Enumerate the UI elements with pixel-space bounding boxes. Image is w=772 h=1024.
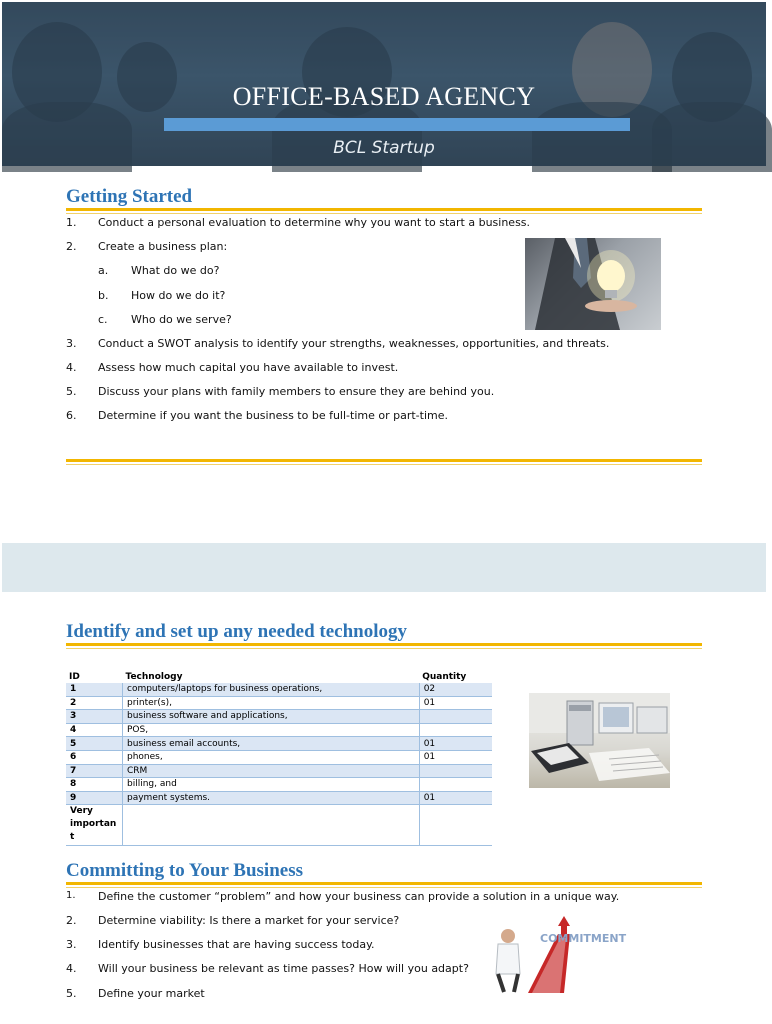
- heading-rule-thin: [66, 213, 702, 214]
- cell-technology: CRM: [123, 764, 420, 778]
- list-item-number: 1.: [66, 216, 77, 229]
- section-heading-technology: Identify and set up any needed technology: [66, 621, 407, 642]
- list-item-number: 5.: [66, 385, 77, 398]
- cell-quantity: [419, 710, 492, 724]
- list-item: Identify businesses that are having success today.: [98, 938, 375, 951]
- sub-item-letter: a.: [98, 264, 109, 277]
- cell-technology: business email accounts,: [123, 737, 420, 751]
- cell-id: 6: [66, 750, 123, 764]
- cell-technology: printer(s),: [123, 696, 420, 710]
- list-item: Assess how much capital you have available to invest.: [98, 361, 399, 374]
- table-row: [66, 750, 492, 764]
- cell-technology: billing, and: [123, 778, 420, 792]
- section-heading-getting-started: Getting Started: [66, 186, 193, 207]
- column-header: Quantity: [422, 671, 467, 682]
- sub-item-letter: c.: [98, 313, 108, 326]
- cell-quantity: 01: [419, 696, 492, 710]
- cell-quantity: [419, 778, 492, 792]
- table-row: [66, 710, 492, 724]
- cell-id-line: Very: [70, 806, 93, 817]
- cell-id: [66, 805, 123, 846]
- list-item-number: 2.: [66, 240, 77, 253]
- cell-quantity: [419, 764, 492, 778]
- cell-id: 4: [66, 723, 123, 737]
- table-row: [66, 737, 492, 751]
- cell-id: 1: [66, 683, 123, 696]
- cell-technology: [123, 805, 420, 846]
- cell-quantity: 01: [419, 750, 492, 764]
- list-item-number: 6.: [66, 409, 77, 422]
- table-row: [66, 723, 492, 737]
- list-item: Will your business be relevant as time passes? How will you adapt?: [98, 962, 469, 975]
- section-rule-thin: [66, 464, 702, 465]
- cell-id: 9: [66, 791, 123, 805]
- cell-id-line: importan: [70, 819, 117, 830]
- cell-quantity: [419, 805, 492, 846]
- table-row: [66, 683, 492, 696]
- cell-technology: payment systems.: [123, 791, 420, 805]
- list-item-number: 3.: [66, 337, 77, 350]
- heading-rule: [66, 643, 702, 646]
- section-rule: [66, 459, 702, 462]
- banner-accent-bar: [164, 118, 630, 131]
- table-header-row: [66, 670, 492, 683]
- list-item-number: 2.: [66, 914, 77, 927]
- table-row: [66, 764, 492, 778]
- list-item-number: 4.: [66, 962, 77, 975]
- sub-item-letter: b.: [98, 289, 109, 302]
- sub-list-item: Who do we serve?: [131, 313, 232, 326]
- cell-id: 7: [66, 764, 123, 778]
- list-item-number: 3.: [66, 938, 77, 951]
- list-item: Determine viability: Is there a market for your service?: [98, 914, 400, 927]
- cell-technology: business software and applications,: [123, 710, 420, 724]
- heading-rule: [66, 882, 702, 885]
- cell-technology: phones,: [123, 750, 420, 764]
- commitment-illustration: [488, 914, 627, 993]
- section-band: [2, 543, 766, 592]
- sub-list-item: What do we do?: [131, 264, 220, 277]
- list-item-number: 1.: [66, 890, 76, 901]
- column-header: ID: [69, 671, 80, 682]
- technology-table: [66, 670, 492, 846]
- list-item: Discuss your plans with family members to ensure they are behind you.: [98, 385, 495, 398]
- list-item: Determine if you want the business to be full-time or part-time.: [98, 409, 448, 422]
- cell-quantity: [419, 723, 492, 737]
- list-item: Define your market: [98, 987, 205, 1000]
- cell-quantity: 02: [419, 683, 492, 696]
- cell-id: 2: [66, 696, 123, 710]
- heading-rule-thin: [66, 648, 702, 649]
- list-item: Define the customer “problem” and how your business can provide a solution in a unique way.: [98, 890, 620, 903]
- heading-rule: [66, 208, 702, 211]
- cell-technology: POS,: [123, 723, 420, 737]
- cell-quantity: 01: [419, 791, 492, 805]
- lightbulb-photo: [525, 238, 661, 330]
- list-item: Conduct a personal evaluation to determine why you want to start a business.: [98, 216, 531, 229]
- table-row: [66, 778, 492, 792]
- list-item: Conduct a SWOT analysis to identify your strengths, weaknesses, opportunities, and threats.: [98, 337, 610, 350]
- header-banner: [2, 2, 766, 166]
- cell-technology: computers/laptops for business operations,: [123, 683, 420, 696]
- cell-quantity: 01: [419, 737, 492, 751]
- table-row: [66, 791, 492, 805]
- heading-rule-thin: [66, 887, 702, 888]
- banner-subtitle: BCL Startup: [333, 138, 435, 158]
- table-row: [66, 696, 492, 710]
- cell-id: 5: [66, 737, 123, 751]
- list-item-number: 5.: [66, 987, 77, 1000]
- table-row: [66, 805, 492, 846]
- commitment-word: COMMITMENT: [540, 932, 627, 945]
- section-heading-committing: Committing to Your Business: [66, 860, 303, 881]
- list-item: Create a business plan:: [98, 240, 228, 253]
- sub-list-item: How do we do it?: [131, 289, 226, 302]
- list-item-number: 4.: [66, 361, 77, 374]
- cell-id-line: t: [70, 832, 75, 843]
- banner-title: OFFICE-BASED AGENCY: [232, 82, 536, 111]
- cell-id: 8: [66, 778, 123, 792]
- column-header: Technology: [125, 671, 183, 682]
- office-equipment-photo: [529, 693, 670, 788]
- cell-id: 3: [66, 710, 123, 724]
